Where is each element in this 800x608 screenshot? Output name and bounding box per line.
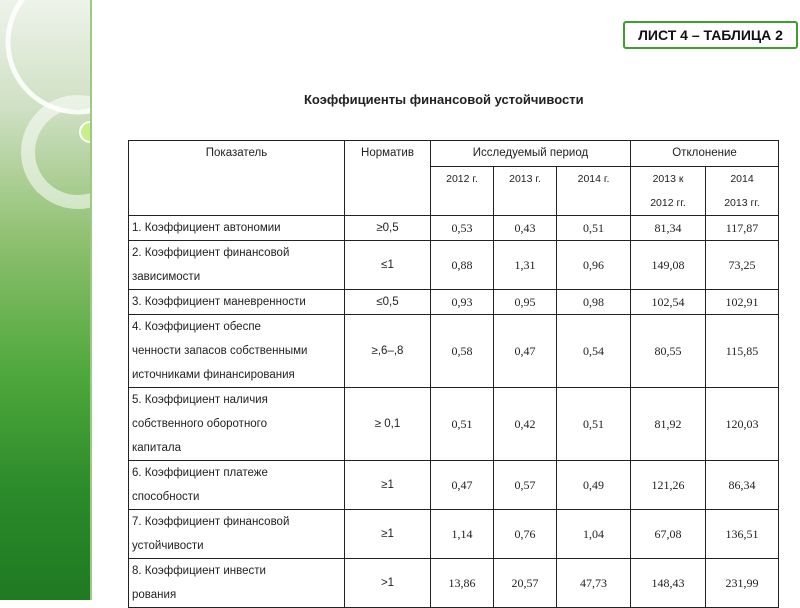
value-cell: 121,26 bbox=[631, 461, 706, 510]
value-cell: 0,93 bbox=[431, 290, 494, 315]
norm-cell: ≥ 0,1 bbox=[345, 388, 431, 461]
value-cell: 149,08 bbox=[631, 241, 706, 290]
norm-cell: ≥,6–,8 bbox=[345, 315, 431, 388]
value-cell: 86,34 bbox=[706, 461, 779, 510]
value-cell: 67,08 bbox=[631, 510, 706, 559]
header-indicator: Показатель bbox=[129, 141, 345, 216]
norm-cell: ≥1 bbox=[345, 461, 431, 510]
value-cell: 0,47 bbox=[431, 461, 494, 510]
header-dev-2013-2012: 2013 к 2012 гг. bbox=[631, 167, 706, 216]
value-cell: 73,25 bbox=[706, 241, 779, 290]
table-row bbox=[129, 241, 779, 290]
header-year-2013: 2013 г. bbox=[494, 167, 557, 216]
value-cell: 117,87 bbox=[706, 216, 779, 241]
table-row bbox=[129, 216, 779, 241]
value-cell: 115,85 bbox=[706, 315, 779, 388]
value-cell: 102,91 bbox=[706, 290, 779, 315]
norm-cell: ≥0,5 bbox=[345, 216, 431, 241]
norm-cell: ≥1 bbox=[345, 510, 431, 559]
indicator-cell: 1. Коэффициент автономии bbox=[129, 216, 345, 241]
value-cell: 0,51 bbox=[557, 388, 631, 461]
indicator-cell: 8. Коэффициент инвести рования bbox=[129, 559, 345, 608]
value-cell: 102,54 bbox=[631, 290, 706, 315]
decorative-circles bbox=[0, 0, 90, 600]
value-cell: 148,43 bbox=[631, 559, 706, 608]
value-cell: 0,49 bbox=[557, 461, 631, 510]
header-dev-2014-2013: 2014 2013 гг. bbox=[706, 167, 779, 216]
norm-cell: ≤1 bbox=[345, 241, 431, 290]
sidebar-divider bbox=[90, 0, 92, 600]
value-cell: 81,92 bbox=[631, 388, 706, 461]
value-cell: 136,51 bbox=[706, 510, 779, 559]
table-row bbox=[129, 315, 779, 388]
table-row bbox=[129, 559, 779, 608]
value-cell: 0,51 bbox=[557, 216, 631, 241]
value-cell: 13,86 bbox=[431, 559, 494, 608]
decorative-green-sidebar bbox=[0, 0, 90, 600]
value-cell: 0,96 bbox=[557, 241, 631, 290]
header-period: Исследуемый период bbox=[431, 141, 631, 167]
header-year-2014: 2014 г. bbox=[557, 167, 631, 216]
value-cell: 0,53 bbox=[431, 216, 494, 241]
value-cell: 0,42 bbox=[494, 388, 557, 461]
value-cell: 1,14 bbox=[431, 510, 494, 559]
header-row bbox=[129, 141, 779, 167]
value-cell: 0,95 bbox=[494, 290, 557, 315]
value-cell: 0,57 bbox=[494, 461, 557, 510]
indicator-cell: 2. Коэффициент финансовой зависимости bbox=[129, 241, 345, 290]
indicator-cell: 4. Коэффициент обеспе ченности запасов собственными источниками финансирования bbox=[129, 315, 345, 388]
header-norm: Норматив bbox=[345, 141, 431, 216]
value-cell: 0,98 bbox=[557, 290, 631, 315]
header-deviation: Отклонение bbox=[631, 141, 779, 167]
value-cell: 0,58 bbox=[431, 315, 494, 388]
value-cell: 47,73 bbox=[557, 559, 631, 608]
table-row bbox=[129, 388, 779, 461]
decorative-dot bbox=[80, 122, 90, 142]
value-cell: 0,47 bbox=[494, 315, 557, 388]
table-row bbox=[129, 461, 779, 510]
value-cell: 0,51 bbox=[431, 388, 494, 461]
norm-cell: ≤0,5 bbox=[345, 290, 431, 315]
financial-stability-table bbox=[128, 140, 779, 608]
table-title: Коэффициенты финансовой устойчивости bbox=[304, 92, 584, 107]
table-row bbox=[129, 510, 779, 559]
value-cell: 0,88 bbox=[431, 241, 494, 290]
value-cell: 1,04 bbox=[557, 510, 631, 559]
value-cell: 80,55 bbox=[631, 315, 706, 388]
indicator-cell: 7. Коэффициент финансовой устойчивости bbox=[129, 510, 345, 559]
value-cell: 0,54 bbox=[557, 315, 631, 388]
value-cell: 231,99 bbox=[706, 559, 779, 608]
value-cell: 81,34 bbox=[631, 216, 706, 241]
sheet-badge: ЛИСТ 4 – ТАБЛИЦА 2 bbox=[623, 21, 798, 49]
value-cell: 1,31 bbox=[494, 241, 557, 290]
indicator-cell: 5. Коэффициент наличия собственного оборотного капитала bbox=[129, 388, 345, 461]
table-row bbox=[129, 290, 779, 315]
value-cell: 0,76 bbox=[494, 510, 557, 559]
value-cell: 20,57 bbox=[494, 559, 557, 608]
value-cell: 0,43 bbox=[494, 216, 557, 241]
indicator-cell: 3. Коэффициент маневренности bbox=[129, 290, 345, 315]
header-year-2012: 2012 г. bbox=[431, 167, 494, 216]
norm-cell: >1 bbox=[345, 559, 431, 608]
decorative-ring-middle bbox=[28, 102, 90, 202]
value-cell: 120,03 bbox=[706, 388, 779, 461]
indicator-cell: 6. Коэффициент платеже способности bbox=[129, 461, 345, 510]
